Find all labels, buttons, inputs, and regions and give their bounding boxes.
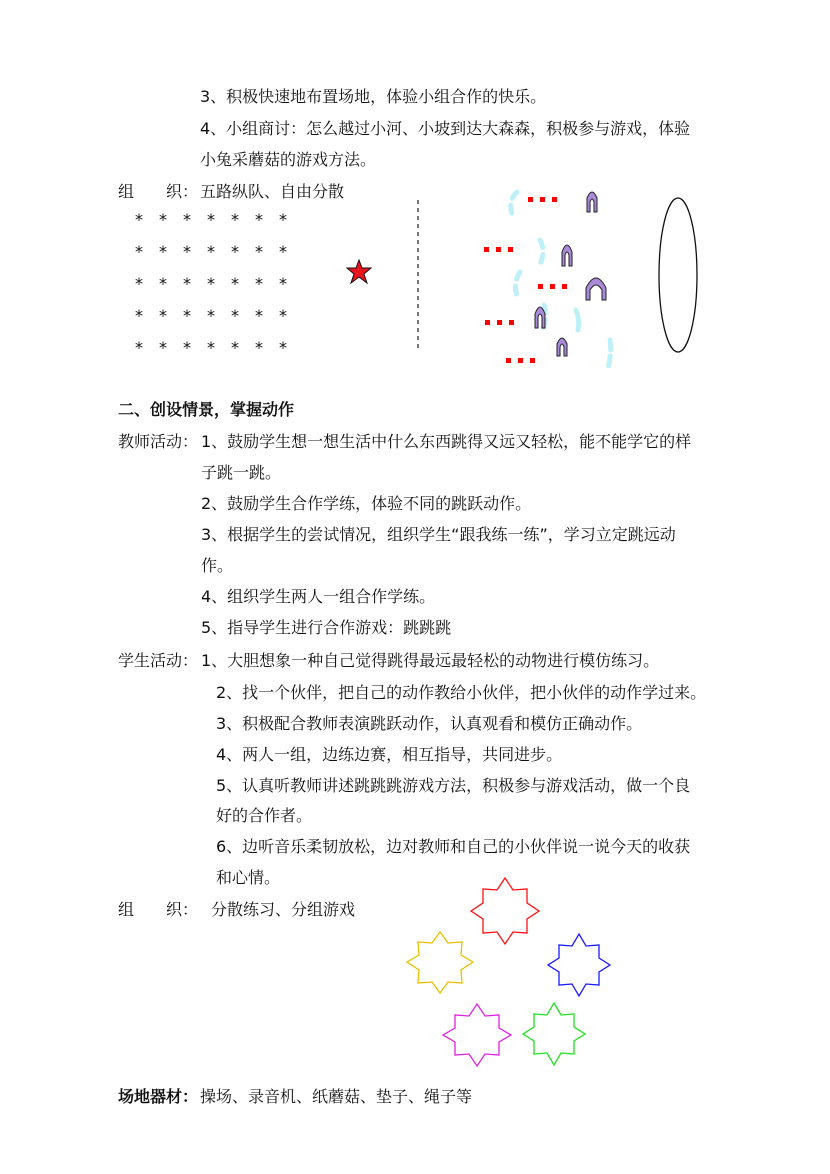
yellow-octagram-icon <box>407 932 473 993</box>
student-item: 5、认真听教师讲述跳跳跳游戏方法，积极参与游戏活动，做一个良 <box>216 776 691 795</box>
step-3-text: 3、积极快速地布置场地，体验小组合作的快乐。 <box>200 87 547 106</box>
forest-ellipse <box>659 198 697 352</box>
teacher-item: 5、指导学生进行合作游戏：跳跳跳 <box>201 618 452 637</box>
organization-value-2: 分散练习、分组游戏 <box>211 900 356 919</box>
student-item: 2、找一个伙伴，把自己的动作教给小伙伴，把小伙伴的动作学过来。 <box>216 683 707 702</box>
equipment-value: 操场、录音机、纸蘑菇、垫子、绳子等 <box>200 1087 473 1106</box>
teacher-item: 子跳一跳。 <box>201 463 282 482</box>
equipment-label: 场地器材： <box>118 1087 199 1106</box>
teacher-item: 作。 <box>201 556 234 575</box>
student-item: 和心情。 <box>216 868 281 887</box>
red-dash-markers <box>484 197 567 363</box>
formation-row-4: * * * * * * * <box>135 306 288 325</box>
mushroom-icons <box>535 192 606 356</box>
organization-label-2: 组 织： <box>118 900 199 919</box>
step-4-text-line1: 4、小组商讨：怎么越过小河、小坡到达大森森，积极参与游戏，体验 <box>200 119 691 138</box>
section-heading: 二、创设情景，掌握动作 <box>118 400 295 419</box>
teacher-item: 4、组织学生两人一组合作学练。 <box>201 587 436 606</box>
student-item: 6、边听音乐柔韧放松，边对教师和自己的小伙伴说一说今天的收获 <box>216 837 691 856</box>
formation-row-5: * * * * * * * <box>135 338 288 357</box>
teacher-item: 1、鼓励学生想一想生活中什么东西跳得又远又轻松，能不能学它的样 <box>201 432 692 451</box>
student-item: 4、两人一组，边练边赛，相互指导，共同进步。 <box>216 745 563 764</box>
teacher-activity-label: 教师活动： <box>118 432 199 451</box>
teacher-item: 2、鼓励学生合作学练，体验不同的跳跃动作。 <box>201 494 532 513</box>
organization-value-1: 五路纵队、自由分散 <box>200 182 345 201</box>
formation-row-3: * * * * * * * <box>135 274 288 293</box>
organization-label-1: 组 织： <box>118 182 199 201</box>
student-activity-label: 学生活动： <box>118 651 199 670</box>
green-octagram-icon <box>523 1003 585 1065</box>
student-item: 1、大胆想象一种自己觉得跳得最远最轻松的动物进行模仿练习。 <box>201 651 660 670</box>
blue-octagram-icon <box>548 934 610 996</box>
step-4-text-line2: 小兔采蘑菇的游戏方法。 <box>200 150 377 169</box>
formation-row-2: * * * * * * * <box>135 242 288 261</box>
formation-row-1: * * * * * * * <box>135 210 288 229</box>
student-item: 3、积极配合教师表演跳跃动作，认真观看和模仿正确动作。 <box>216 714 643 733</box>
red-octagram-icon <box>471 878 539 944</box>
teacher-item: 3、根据学生的尝试情况，组织学生“跟我练一练”，学习立定跳远动 <box>201 525 676 544</box>
student-item: 好的合作者。 <box>216 806 313 825</box>
magenta-octagram-icon <box>443 1004 511 1066</box>
teacher-star-icon <box>347 260 371 283</box>
